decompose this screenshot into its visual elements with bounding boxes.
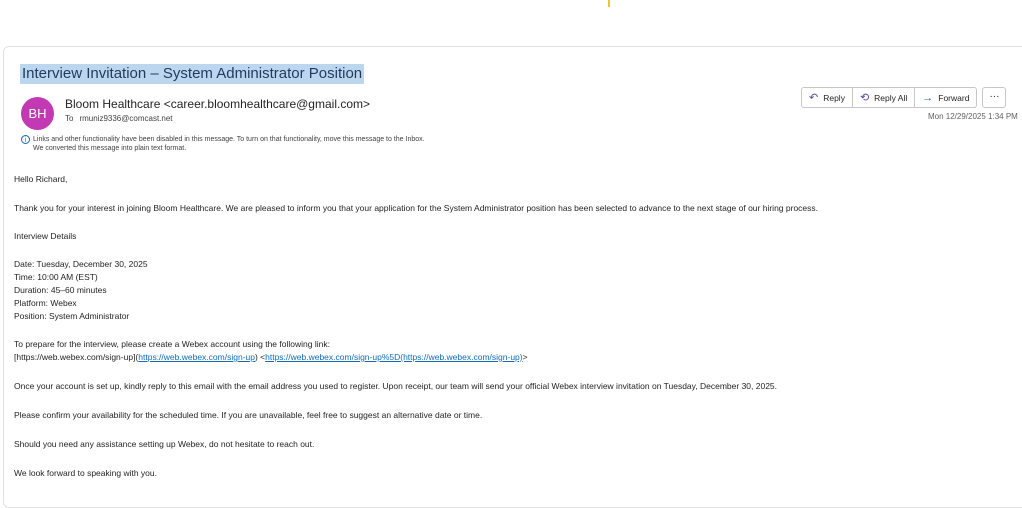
received-date: Mon 12/29/2025 1:34 PM (928, 112, 1018, 121)
to-label: To (65, 114, 74, 123)
info-icon: i (21, 135, 30, 144)
confirm-paragraph: Please confirm your availability for the scheduled time. If you are unavailable, feel free to suggest an alternative date or time. (14, 410, 483, 420)
details-heading: Interview Details (14, 231, 77, 241)
notice-line-2: We converted this message into plain text format. (33, 145, 187, 152)
link-suffix: > (522, 352, 528, 362)
top-toolbar (0, 0, 1022, 46)
sender-avatar[interactable]: BH (21, 97, 54, 130)
reply-button[interactable] (801, 87, 853, 108)
email-subject[interactable]: Interview Invitation – System Administrator Position (22, 65, 363, 82)
detail-platform: Platform: Webex (14, 298, 77, 308)
reply-icon: ↶ (809, 92, 819, 104)
sender-name[interactable]: Bloom Healthcare <career.bloomhealthcare@gmail.com> (65, 97, 370, 111)
notice-line-1: Links and other functionality have been disabled in this message. To turn on that functionality, move this message to the Inbox. (33, 136, 425, 143)
signup-link-2[interactable]: https://web.webex.com/sign-up%5D(https://web.webex.com/sign-up) (265, 352, 523, 362)
more-actions-button[interactable]: ··· (982, 87, 1006, 108)
recipient-line (65, 114, 173, 123)
closing-paragraph: We look forward to speaking with you. (14, 468, 157, 478)
intro-paragraph: Thank you for your interest in joining Bloom Healthcare. We are pleased to inform you that your application for the System Administrator position has been selected to advance to the next stage of our hiring process. (14, 203, 819, 213)
recipient-address[interactable]: rmuniz9336@comcast.net (79, 114, 173, 123)
greeting: Hello Richard, (14, 174, 68, 184)
link-mid: ) < (254, 352, 266, 362)
toolbar-marker (608, 0, 610, 7)
forward-icon: → (922, 91, 934, 104)
reply-label: Reply (823, 92, 845, 103)
detail-duration: Duration: 45–60 minutes (14, 285, 107, 295)
reading-pane (3, 46, 1022, 508)
reply-all-button[interactable] (853, 87, 915, 108)
account-paragraph: Once your account is set up, kindly reply to this email with the email address you used to register. Upon receipt, our team will send your official Webex interview invitation on Tuesday, December 30, 2025. (14, 381, 778, 391)
prepare-paragraph: To prepare for the interview, please create a Webex account using the following link: (14, 339, 330, 349)
signup-links-line (14, 352, 528, 362)
forward-label: Forward (938, 92, 970, 103)
detail-date: Date: Tuesday, December 30, 2025 (14, 259, 148, 269)
link-prefix: [https://web.webex.com/sign-up]( (14, 352, 139, 362)
forward-button[interactable] (915, 87, 977, 108)
message-actions (801, 87, 1006, 108)
reply-all-icon: ⟲ (859, 92, 870, 104)
signup-link-1[interactable]: https://web.webex.com/sign-up (138, 352, 255, 362)
detail-position: Position: System Administrator (14, 311, 130, 321)
detail-time: Time: 10:00 AM (EST) (14, 272, 98, 282)
assist-paragraph: Should you need any assistance setting up Webex, do not hesitate to reach out. (14, 439, 315, 449)
reply-all-label: Reply All (874, 92, 908, 103)
